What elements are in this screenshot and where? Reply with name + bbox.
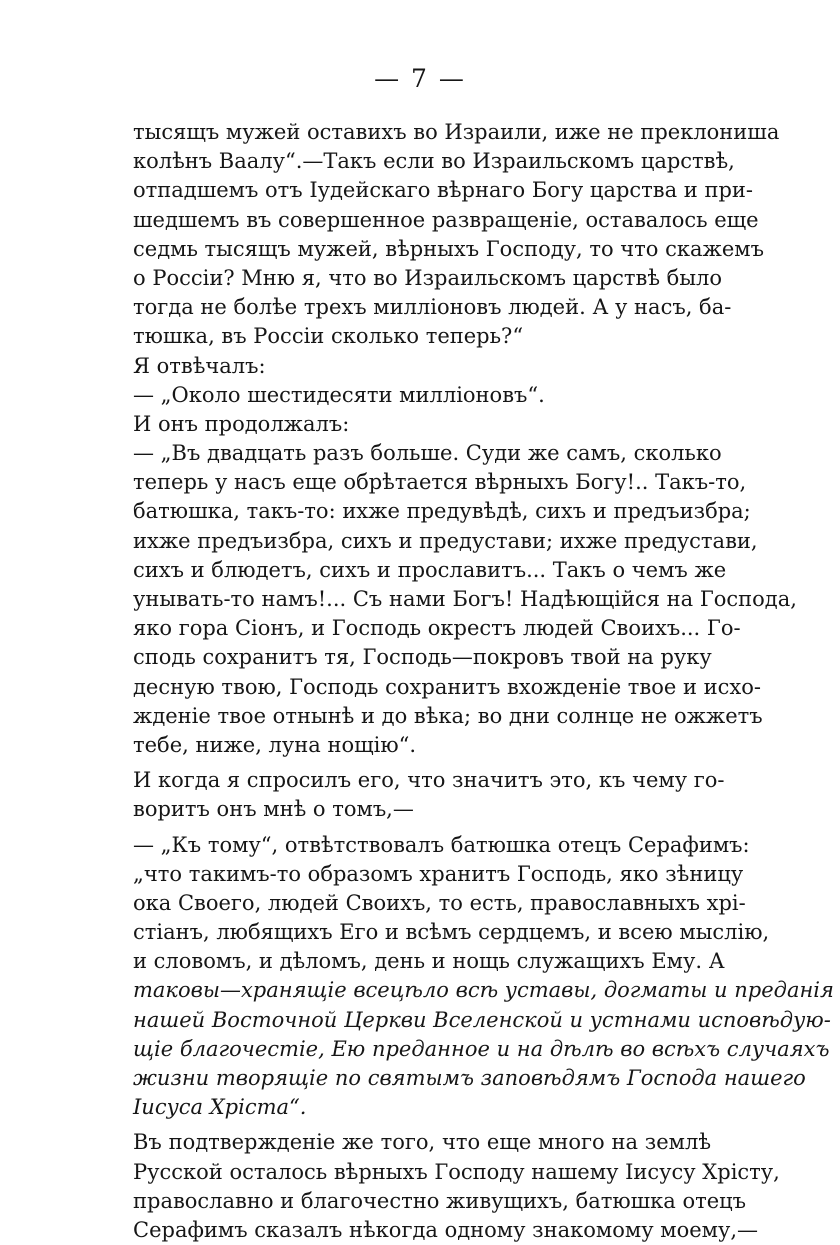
text-line: Я отвѣчалъ: (133, 353, 266, 378)
text-line: — „Въ двадцать разъ больше. Суди же самъ, сколько (133, 441, 722, 466)
text-line: теперь у насъ еще обрѣтается вѣрныхъ Богу!.. Такъ-то, (133, 470, 747, 495)
text-line: яко гора Сіонъ, и Господь окрестъ людей Своихъ... Го- (133, 616, 741, 641)
page-number: — 7 — (374, 64, 466, 93)
text-line: Русской осталось вѣрныхъ Господу нашему Іисусу Хрісту, (133, 1159, 780, 1184)
text-line: И когда я спросилъ его, что значитъ это, къ чему го- (133, 768, 725, 793)
text-line: отпадшемъ отъ Іудейскаго вѣрнаго Богу царства и при- (133, 178, 754, 203)
text-line: Серафимъ сказалъ нѣкогда одному знакомому моему,— (133, 1217, 759, 1242)
text-line: сподь сохранитъ тя, Господь—покровъ твой на руку (133, 645, 712, 670)
text-line: унывать-то намъ!... Съ нами Богъ! Надѣющійся на Господа, (133, 587, 797, 611)
text-line: И онъ продолжалъ: (133, 411, 350, 436)
text-line: православно и благочестно живущихъ, батюшка отецъ (133, 1188, 747, 1213)
text-line: жденіе твое отнынѣ и до вѣка; во дни солнце не ожжетъ (133, 703, 763, 728)
text-line: воритъ онъ мнѣ о томъ,— (133, 797, 414, 822)
text-line: Въ подтвержденіе же того, что еще много на землѣ (133, 1130, 711, 1155)
text-line: седмь тысящъ мужей, вѣрныхъ Господу, то что скажемъ (133, 236, 764, 261)
text-line: тысящъ мужей оставихъ во Израили, иже не преклониша (133, 120, 780, 144)
text-line: тюшка, въ Россіи сколько теперь?“ (133, 324, 524, 349)
text-line: Іисуса Хріста“. (133, 1095, 307, 1120)
text-line: ихже предъизбра, сихъ и предустави; ихже предустави, (133, 528, 758, 553)
text-line: — „Къ тому“, отвѣтствовалъ батюшка отецъ Серафимъ: (133, 832, 750, 857)
text-line: стіанъ, любящихъ Его и всѣмъ сердцемъ, и всею мыслію, (133, 920, 770, 945)
text-line: щіе благочестіе, Ею преданное и на дѣлѣ во всѣхъ случаяхъ (133, 1036, 830, 1061)
text-line: батюшка, такъ-то: ихже предувѣдѣ, сихъ и предъизбра; (133, 499, 751, 524)
text-line: шедшемъ въ совершенное развращеніе, оставалось еще (133, 207, 759, 232)
text-line: таковы—хранящіе всецѣло всѣ уставы, догматы и преданія (133, 978, 834, 1003)
text-line: „что такимъ-то образомъ хранитъ Господь, яко зѣницу (133, 861, 744, 886)
text-line: нашей Восточной Церкви Вселенской и устнами исповѣдую- (133, 1007, 831, 1032)
text-line: сихъ и блюдетъ, сихъ и прославитъ... Такъ о чемъ же (133, 557, 727, 582)
text-line: и словомъ, и дѣломъ, день и нощь служащихъ Ему. А (133, 949, 725, 974)
text-line: ока Своего, людей Своихъ, то есть, православныхъ хрі- (133, 890, 746, 915)
text-line: тогда не болѣе трехъ милліоновъ людей. А у насъ, ба- (133, 295, 732, 320)
body-text (133, 118, 834, 1245)
text-line: тебе, ниже, луна нощію“. (133, 732, 417, 757)
text-line: десную твою, Господь сохранитъ вхожденіе твое и исхо- (133, 674, 761, 699)
text-line: колѣнъ Ваалу“.—Такъ если во Израильскомъ царствѣ, (133, 149, 735, 174)
text-line: о Россіи? Мню я, что во Израильскомъ царствѣ было (133, 265, 723, 290)
text-line: — „Около шестидесяти милліоновъ“. (133, 382, 545, 407)
text-line: жизни творящіе по святымъ заповѣдямъ Господа нашего (133, 1066, 806, 1090)
